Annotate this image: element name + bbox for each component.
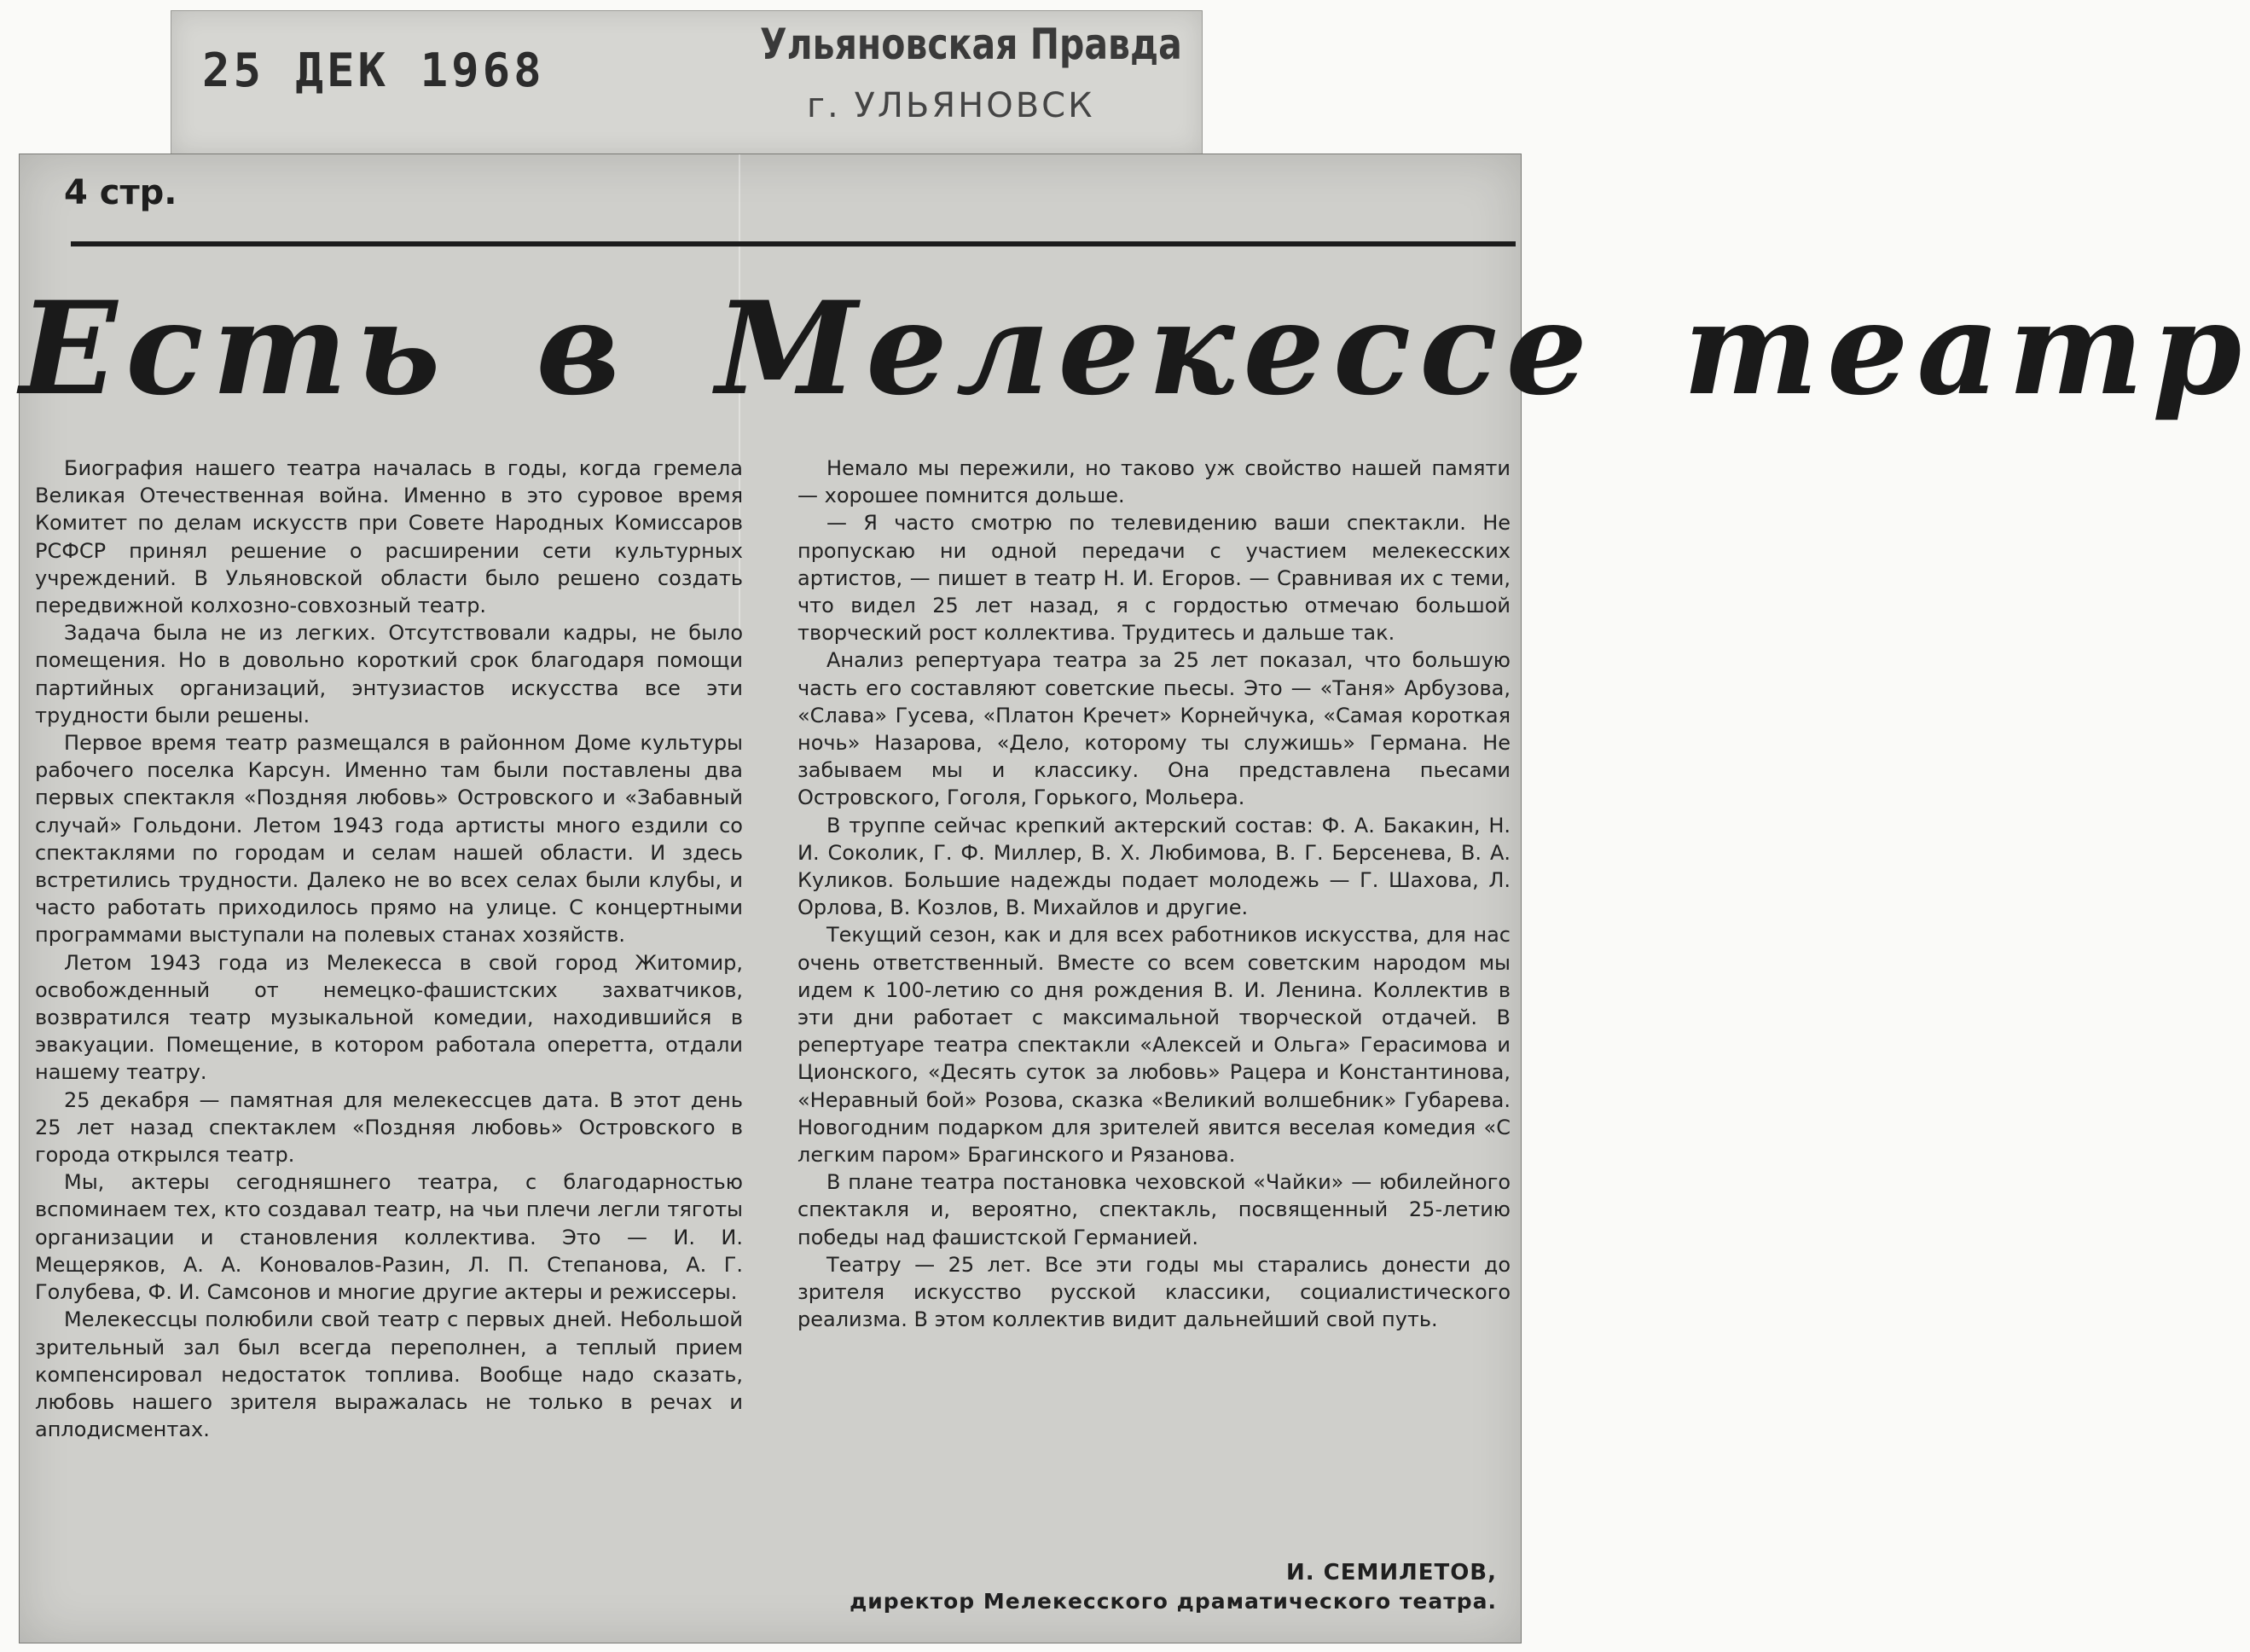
paragraph: Мелекессцы полюбили свой театр с первых дней. Небольшой зрительный зал был всегда переполнен, а теплый прием компенсировал недостаток топлива. Вообще надо сказать, любовь нашего зрителя выражалась не только в речах и аплодисментах. bbox=[35, 1307, 743, 1442]
paragraph: Театру — 25 лет. Все эти годы мы старались донести до зрителя искусство русской классики, социалистического реализма. В этом коллектив видит дальнейший свой путь. bbox=[797, 1252, 1511, 1332]
author-title: директор Мелекесского драматического театра. bbox=[850, 1589, 1497, 1614]
paragraph: В плане театра постановка чеховской «Чайки» — юбилейного спектакля и, вероятно, спектакль, посвященный 25-летию победы над фашистской Германией. bbox=[797, 1170, 1511, 1249]
right-column bbox=[797, 455, 1511, 1334]
stamp-city: г. УЛЬЯНОВСК bbox=[807, 86, 1095, 125]
paragraph: Текущий сезон, как и для всех работников искусства, для нас очень ответственный. Вместе со всем советским народом мы идем к 100-летию со дня рождения В. И. Ленина. Коллектив в эти дни работает с максимальной творческой отдачей. В репертуаре театра спектакли «Алексей и Ольга» Герасимова и Ционского, «Десять суток за любовь» Рацера и Константинова, «Неравный бой» Розова, сказка «Великий волшебник» Губарева. Новогодним подарком для зрителей явится веселая комедия «С легким паром» Брагинского и Рязанова. bbox=[797, 923, 1511, 1168]
article-headline: Есть в Мелекессе театр bbox=[20, 274, 2250, 424]
paragraph: В труппе сейчас крепкий актерский состав: Ф. А. Бакакин, Н. И. Соколик, Г. Ф. Миллер, В. Х. Любимова, В. Г. Берсенева, В. А. Куликов. Большие надежды подает молодежь — Г. Шахова, Л. Орлова, В. Козлов, В. Михайлов и другие. bbox=[797, 813, 1511, 920]
paragraph: Задача была не из легких. Отсутствовали кадры, не было помещения. Но в довольно короткий срок благодаря помощи партийных организаций, энтузиастов искусства все эти трудности были решены. bbox=[35, 621, 743, 727]
paragraph: Немало мы пережили, но таково уж свойство нашей памяти — хорошее помнится дольше. bbox=[797, 456, 1511, 508]
newspaper-clipping bbox=[19, 154, 2250, 1643]
paragraph: — Я часто смотрю по телевидению ваши спектакли. Не пропускаю ни одной передачи с участием мелекесских артистов, — пишет в театр Н. И. Егоров. — Сравнивая их с теми, что видел 25 лет назад, я с гордостью отмечаю большой творческий рост коллектива. Трудитесь и дальше так. bbox=[797, 511, 1511, 646]
paragraph: Биография нашего театра началась в годы, когда гремела Великая Отечественная война. Именно в это суровое время Комитет по делам искусств при Совете Народных Комиссаров РСФСР принял решение о расширении сети культурных учреждений. В Ульяновской области было решено создать передвижной колхозно-совхозный театр. bbox=[35, 456, 743, 618]
header-rule bbox=[71, 241, 1516, 246]
stamp-newspaper-name: Ульяновская Правда bbox=[760, 20, 1182, 69]
stamp-date: 25 ДЕК 1968 bbox=[202, 43, 545, 97]
author-name: И. СЕМИЛЕТОВ, bbox=[1285, 1560, 1497, 1585]
paragraph: Первое время театр размещался в районном Доме культуры рабочего поселка Карсун. Именно там были поставлены два первых спектакля «Поздняя любовь» Островского и «Забавный случай» Гольдони. Летом 1943 года артисты много ездили со спектаклями по городам и селам нашей области. И здесь встретились трудности. Далеко не во всех селах были клубы, и часто работать приходилось прямо на улице. С концертными программами выступали на полевых станах хозяйств. bbox=[35, 731, 743, 948]
paragraph: 25 декабря — памятная для мелекессцев дата. В этот день 25 лет назад спектаклем «Поздняя любовь» Островского в города открылся театр. bbox=[35, 1087, 743, 1168]
archive-date-stamp bbox=[171, 10, 1203, 155]
paragraph: Летом 1943 года из Мелекесса в свой город Житомир, освобожденный от немецко-фашистских захватчиков, возвратился театр музыкальной комедии, находившийся в эвакуации. Помещение, в котором работала оперетта, отдали нашему театру. bbox=[35, 950, 743, 1085]
page-number: 4 стр. bbox=[64, 173, 177, 212]
article-signature bbox=[797, 1560, 1497, 1614]
paragraph: Мы, актеры сегодняшнего театра, с благодарностью вспоминаем тех, кто создавал театр, на чьи плечи легли тяготы организации и становления коллектива. Это — И. И. Мещеряков, А. А. Коновалов-Разин, Л. П. Степанова, А. Г. Голубева, Ф. И. Самсонов и многие другие актеры и режиссеры. bbox=[35, 1170, 743, 1305]
paragraph: Анализ репертуара театра за 25 лет показал, что большую часть его составляют советские пьесы. Это — «Таня» Арбузова, «Слава» Гусева, «Платон Кречет» Корнейчука, «Самая короткая ночь» Назарова, «Дело, которому ты служишь» Германа. Не забываем мы и классику. Она представлена пьесами Островского, Гоголя, Горького, Мольера. bbox=[797, 648, 1511, 810]
left-column bbox=[35, 455, 743, 1443]
